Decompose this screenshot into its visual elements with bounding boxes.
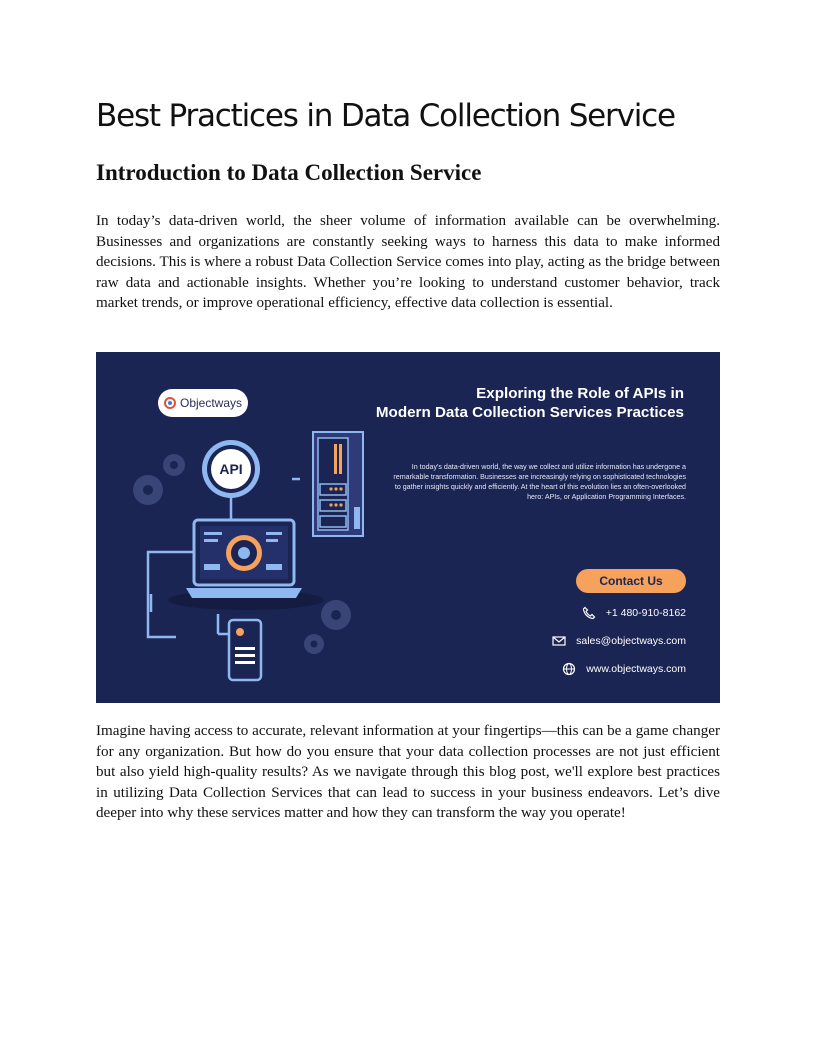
- email-icon: [552, 634, 566, 648]
- contact-email: [552, 633, 686, 649]
- banner-headline-line-2: Modern Data Collection Services Practices: [375, 404, 684, 421]
- logo-mark-icon: [164, 397, 176, 409]
- contact-us-button[interactable]: Contact Us: [576, 569, 686, 593]
- page-title: Best Practices in Data Collection Service: [96, 98, 675, 134]
- banner-image: [96, 352, 720, 703]
- banner-headline-line-1: Exploring the Role of APIs in: [476, 385, 684, 402]
- globe-icon: [562, 662, 576, 676]
- api-gear-icon: [202, 440, 260, 498]
- phone-number: +1 480-910-8162: [605, 607, 686, 619]
- website-url: www.objectways.com: [586, 663, 686, 675]
- email-address: sales@objectways.com: [576, 635, 686, 647]
- body-paragraph: Imagine having access to accurate, relevant information at your fingertips—this can be a game changer for any organization. But how do you ensure that your data collection processes are not just efficient but also yield high-quality results? As we navigate through this blog post, we'll explore best practices in utilizing Data Collection Services that can lead to success in your business endeavors. Let’s dive deeper into why these services matter and how they can transform the way you operate!: [96, 723, 720, 822]
- intro-paragraph: In today’s data-driven world, the sheer volume of information available can be overwhelming. Businesses and organizations are constantly seeking ways to harness this data to make informed decisions. This is where a robust Data Collection Service comes into play, acting as the bridge between raw data and actionable insights. Whether you’re looking to understand customer behavior, track market trends, or improve operational efficiency, effective data collection is essential.: [96, 213, 720, 312]
- logo-text: Objectways: [179, 396, 243, 410]
- contact-website: [562, 661, 686, 677]
- section-heading: Introduction to Data Collection Service: [96, 160, 482, 185]
- phone-icon: [582, 606, 596, 620]
- banner-body-text: In today's data-driven world, the way we collect and utilize information has undergone a remarkable transformation. Businesses are increasingly relying on sophisticated technologies to gather insights quickly and efficiently. At the heart of this evolution lies an often-overlooked hero: APIs, or Application Programming Interfaces.: [393, 463, 686, 501]
- phone-device-icon: [229, 620, 261, 680]
- objectways-logo: [158, 389, 248, 417]
- server-icon: [313, 432, 363, 536]
- laptop-icon: [168, 520, 324, 610]
- svg-text:API: API: [219, 461, 243, 477]
- contact-phone: [582, 605, 686, 621]
- banner-headline: [344, 384, 684, 422]
